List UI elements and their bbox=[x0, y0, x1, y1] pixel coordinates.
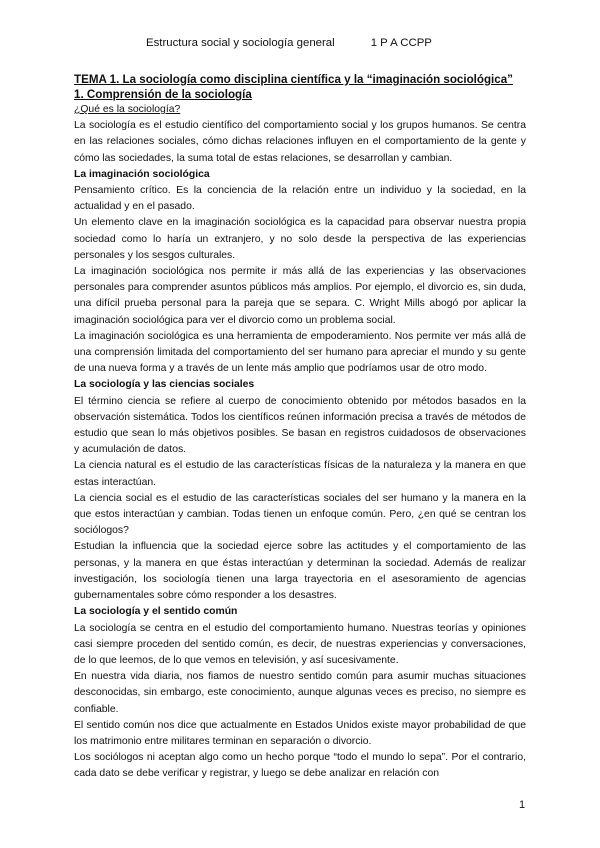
paragraph: La ciencia natural es el estudio de las características físicas de la naturaleza y la manera en que estas interactúan. bbox=[74, 460, 526, 488]
paragraph: La sociología es el estudio científico del comportamiento social y los grupos humanos. Se centra en las relaciones sociales, cómo dichas relaciones influyen en el comportamiento de la gente y cómo las sociedades, la suma total de estas relaciones, se desarrollan y cambian. bbox=[74, 120, 526, 164]
paragraph: El término ciencia se refiere al cuerpo de conocimiento obtenido por métodos basados en la observación sistemática. Todos los científicos reúnen información precisa a través de métodos de estudio que sean lo más objetivos posibles. Se basan en registros cuidadosos de observaciones y acumulación de datos. bbox=[74, 395, 526, 456]
document-title: TEMA 1. La sociología como disciplina científica y la “imaginación sociológica” bbox=[74, 73, 513, 86]
paragraph: La ciencia social es el estudio de las características sociales del ser humano y la manera en la que estos interactúan y cambian. Todas tienen un enfoque común. Pero, ¿en qué se centran los sociólogos? bbox=[74, 492, 526, 537]
subsection-heading: La sociología y las ciencias sociales bbox=[74, 379, 255, 391]
paragraph: Estudian la influencia que la sociedad ejerce sobre las actitudes y el comportamiento de las personas, y la manera en que éstas interactúan y determinan la sociedad. Además de realizar investigación, los sociología tienen una larga trayectoria en el asesoramiento de agencias gubernamentales sobre cómo responder a los desastres. bbox=[74, 541, 526, 602]
paragraph: La imaginación sociológica es una herramienta de empoderamiento. Nos permite ver más allá de una comprensión limitada del comportamiento del ser humano para apreciar el mundo y su gente de una nueva forma y a través de un lente más amplio que podríamos usar de otro modo. bbox=[74, 330, 526, 375]
paragraph: La imaginación sociológica nos permite ir más allá de las experiencias y las observaciones personales para comprender asuntos públicos más amplios. Por ejemplo, el divorcio es, sin duda, una difícil prueba personal para la pareja que se separa. C. Wright Mills abogó por aplicar la imaginación sociológica para ver el divorcio como un problema social. bbox=[74, 266, 526, 326]
page-header bbox=[146, 37, 432, 49]
paragraph: La sociología se centra en el estudio del comportamiento humano. Nuestras teorías y opiniones casi siempre proceden del sentido común, es decir, de nuestras experiencias y conversaciones, de lo que leemos, de lo que vemos en televisión, y así sucesivamente. bbox=[74, 622, 526, 666]
document-body bbox=[74, 72, 526, 783]
header-group: 1 P A CCPP bbox=[370, 37, 432, 49]
paragraph: Los sociólogos ni aceptan algo como un hecho porque “todo el mundo lo sepa”. Por el contrario, cada dato se debe verificar y registrar, y luego se debe analizar en relación con bbox=[74, 752, 526, 780]
page-number: 1 bbox=[519, 799, 526, 811]
paragraph: Pensamiento crítico. Es la conciencia de la relación entre un individuo y la sociedad, en la actualidad y en el pasado. bbox=[74, 185, 526, 213]
subsection-heading: La imaginación sociológica bbox=[74, 168, 210, 180]
content-blocks bbox=[74, 118, 526, 782]
paragraph: Un elemento clave en la imaginación sociológica es la capacidad para observar nuestra propia sociedad como lo haría un extranjero, y no solo desde la perspectiva de las experiencias personales y los sesgos culturales. bbox=[74, 217, 526, 261]
paragraph: En nuestra vida diaria, nos fiamos de nuestro sentido común para asumir muchas situaciones desconocidas, sin embargo, este conocimiento, aunque algunas veces es preciso, no siempre es confiable. bbox=[74, 671, 526, 715]
paragraph: El sentido común nos dice que actualmente en Estados Unidos existe mayor probabilidad de que los matrimonio entre militares terminan en separación o divorcio. bbox=[74, 719, 526, 747]
question-heading: ¿Qué es la sociología? bbox=[74, 104, 181, 115]
header-course: Estructura social y sociología general bbox=[146, 37, 335, 49]
subsection-heading: La sociología y el sentido común bbox=[74, 606, 238, 618]
section-title: 1. Comprensión de la sociología bbox=[74, 88, 252, 101]
